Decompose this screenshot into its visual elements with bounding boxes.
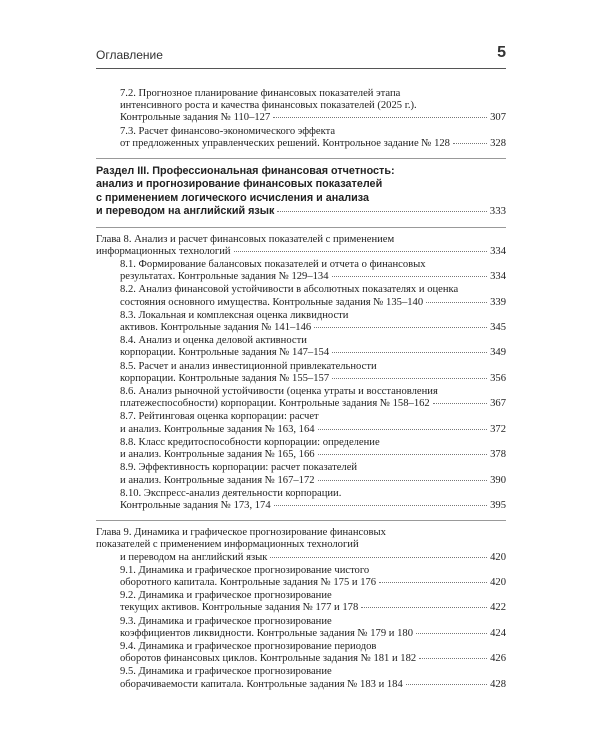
toc-entry-8-10[interactable] bbox=[120, 488, 506, 512]
dot-leader bbox=[318, 480, 488, 481]
toc-entry-text: результатах. Контрольные задания № 129–134 bbox=[120, 271, 329, 283]
toc-entry-text: 8.8. Класс кредитоспособности корпорации: определение bbox=[120, 436, 380, 448]
toc-page-number: 424 bbox=[490, 627, 506, 639]
dot-leader bbox=[433, 403, 487, 404]
toc-entry-9-3[interactable] bbox=[120, 616, 506, 640]
toc-entry-text: и анализ. Контрольные задания № 165, 166 bbox=[120, 449, 315, 461]
chapter-title: показателей с применением информационных технологий bbox=[96, 539, 359, 551]
toc-page-number: 395 bbox=[490, 499, 506, 511]
toc-entry-text: 8.1. Формирование балансовых показателей и отчета о финансовых bbox=[120, 259, 426, 271]
toc-entry-text: Контрольные задания № 173, 174 bbox=[120, 499, 271, 511]
toc-entry-8-6[interactable] bbox=[120, 386, 506, 410]
dot-leader bbox=[273, 117, 487, 118]
toc-entry-text: интенсивного роста и качества финансовых показателей (2025 г.). bbox=[120, 100, 417, 112]
toc-page-number: 345 bbox=[490, 322, 506, 334]
page-header bbox=[96, 46, 506, 70]
toc-entry-text: оборотов финансовых циклов. Контрольные задания № 181 и 182 bbox=[120, 653, 417, 665]
running-title: Оглавление bbox=[96, 48, 163, 62]
toc-entry-7-2[interactable] bbox=[120, 88, 506, 125]
dot-leader bbox=[332, 276, 488, 277]
chapter-title: Глава 8. Анализ и расчет финансовых показателей с применением bbox=[96, 233, 395, 245]
dot-leader bbox=[314, 327, 487, 328]
toc-section-3[interactable] bbox=[96, 165, 506, 219]
toc-entry-8-1[interactable] bbox=[120, 259, 506, 283]
header-rule bbox=[96, 68, 506, 69]
dot-leader bbox=[416, 633, 487, 634]
chapter-title: и переводом на английский язык bbox=[120, 551, 268, 563]
dot-leader bbox=[270, 557, 487, 558]
toc-entry-8-7[interactable] bbox=[120, 411, 506, 435]
toc-page-number: 307 bbox=[490, 112, 506, 124]
toc-page-number: 334 bbox=[490, 245, 506, 257]
toc-entry-text: 9.2. Динамика и графическое прогнозирование bbox=[120, 590, 332, 602]
toc-entry-9-1[interactable] bbox=[120, 565, 506, 589]
toc-entry-text: платежеспособности) корпорации. Контрольные задания № 158–162 bbox=[120, 398, 430, 410]
page-number: 5 bbox=[497, 44, 506, 61]
section-title: Раздел III. Профессиональная финансовая отчетность: bbox=[96, 165, 395, 178]
toc-entry-7-3[interactable] bbox=[120, 126, 506, 150]
toc-page-number: 334 bbox=[490, 271, 506, 283]
toc-entry-8-5[interactable] bbox=[120, 361, 506, 385]
toc-page-number: 356 bbox=[490, 372, 506, 384]
dot-leader bbox=[406, 684, 487, 685]
toc-entry-text: корпорации. Контрольные задания № 155–157 bbox=[120, 372, 330, 384]
dot-leader bbox=[361, 607, 487, 608]
dot-leader bbox=[332, 378, 487, 379]
chapter-divider bbox=[96, 520, 506, 521]
dot-leader bbox=[277, 211, 486, 212]
toc-entry-text: 9.5. Динамика и графическое прогнозирование bbox=[120, 666, 332, 678]
dot-leader bbox=[234, 251, 488, 252]
dot-leader bbox=[332, 352, 487, 353]
toc-entry-8-4[interactable] bbox=[120, 335, 506, 359]
toc-page-number: 378 bbox=[490, 449, 506, 461]
toc-page-number: 372 bbox=[490, 423, 506, 435]
dot-leader bbox=[318, 429, 488, 430]
toc-entry-text: 7.3. Расчет финансово-экономического эффекта bbox=[120, 125, 336, 137]
toc-entry-text: активов. Контрольные задания № 141–146 bbox=[120, 322, 312, 334]
toc-entry-text: и анализ. Контрольные задания № 163, 164 bbox=[120, 423, 315, 435]
toc-entry-8-8[interactable] bbox=[120, 437, 506, 461]
toc-entry-9-2[interactable] bbox=[120, 590, 506, 614]
toc-entry-text: 8.9. Эффективность корпорации: расчет показателей bbox=[120, 462, 358, 474]
dot-leader bbox=[426, 302, 487, 303]
toc-page-number: 420 bbox=[490, 576, 506, 588]
toc-entry-text: коэффициентов ликвидности. Контрольные задания № 179 и 180 bbox=[120, 627, 414, 639]
table-of-contents bbox=[96, 88, 506, 691]
toc-entry-text: 8.2. Анализ финансовой устойчивости в абсолютных показателях и оценка bbox=[120, 284, 459, 296]
toc-chapter-8[interactable] bbox=[96, 234, 506, 258]
toc-page-number: 428 bbox=[490, 678, 506, 690]
toc-page-number: 333 bbox=[489, 205, 506, 218]
toc-entry-text: оборачиваемости капитала. Контрольные задания № 183 и 184 bbox=[120, 678, 403, 690]
chapter-title: Глава 9. Динамика и графическое прогнозирование финансовых bbox=[96, 527, 386, 539]
dot-leader bbox=[318, 454, 488, 455]
toc-entry-8-9[interactable] bbox=[120, 462, 506, 486]
toc-entry-9-5[interactable] bbox=[120, 666, 506, 690]
toc-entry-8-2[interactable] bbox=[120, 284, 506, 308]
toc-page-number: 339 bbox=[490, 296, 506, 308]
section-divider bbox=[96, 227, 506, 228]
toc-entry-text: 8.10. Экспресс-анализ деятельности корпорации. bbox=[120, 487, 342, 499]
section-title: и переводом на английский язык bbox=[96, 205, 275, 218]
toc-page-number: 349 bbox=[490, 347, 506, 359]
toc-entry-text: от предложенных управленческих решений. Контрольное задание № 128 bbox=[120, 137, 450, 149]
toc-page-number: 426 bbox=[490, 653, 506, 665]
dot-leader bbox=[379, 582, 487, 583]
chapter-title: информационных технологий bbox=[96, 245, 231, 257]
toc-page-number: 420 bbox=[490, 551, 506, 563]
toc-entry-text: состояния основного имущества. Контрольные задания № 135–140 bbox=[120, 296, 424, 308]
toc-entry-text: Контрольные задания № 110–127 bbox=[120, 112, 271, 124]
section-title: с применением логического исчисления и анализа bbox=[96, 191, 370, 204]
toc-entry-text: 9.1. Динамика и графическое прогнозирование чистого bbox=[120, 564, 370, 576]
toc-page-number: 328 bbox=[490, 137, 506, 149]
toc-entry-text: и анализ. Контрольные задания № 167–172 bbox=[120, 474, 315, 486]
toc-page-number: 422 bbox=[490, 602, 506, 614]
toc-entry-text: 8.6. Анализ рыночной устойчивости (оценка утраты и восстановления bbox=[120, 386, 438, 398]
toc-page-number: 390 bbox=[490, 474, 506, 486]
dot-leader bbox=[453, 143, 487, 144]
toc-entry-text: 8.4. Анализ и оценка деловой активности bbox=[120, 335, 307, 347]
section-divider bbox=[96, 158, 506, 159]
toc-entry-text: 9.3. Динамика и графическое прогнозирование bbox=[120, 615, 332, 627]
toc-chapter-9[interactable] bbox=[96, 527, 506, 564]
toc-entry-text: 8.3. Локальная и комплексная оценка ликвидности bbox=[120, 309, 349, 321]
dot-leader bbox=[419, 658, 487, 659]
section-title: анализ и прогнозирование финансовых показателей bbox=[96, 178, 383, 191]
toc-entry-8-3[interactable] bbox=[120, 310, 506, 334]
toc-entry-text: 8.7. Рейтинговая оценка корпорации: расчет bbox=[120, 411, 319, 423]
toc-entry-text: 7.2. Прогнозное планирование финансовых показателей этапа bbox=[120, 88, 401, 99]
toc-entry-text: оборотного капитала. Контрольные задания № 175 и 176 bbox=[120, 576, 377, 588]
toc-entry-text: корпорации. Контрольные задания № 147–154 bbox=[120, 347, 330, 359]
toc-entry-text: 9.4. Динамика и графическое прогнозирование периодов bbox=[120, 640, 377, 652]
dot-leader bbox=[274, 505, 487, 506]
toc-entry-9-4[interactable] bbox=[120, 641, 506, 665]
toc-page-number: 367 bbox=[490, 398, 506, 410]
toc-entry-text: 8.5. Расчет и анализ инвестиционной привлекательности bbox=[120, 360, 377, 372]
toc-entry-text: текущих активов. Контрольные задания № 177 и 178 bbox=[120, 602, 359, 614]
